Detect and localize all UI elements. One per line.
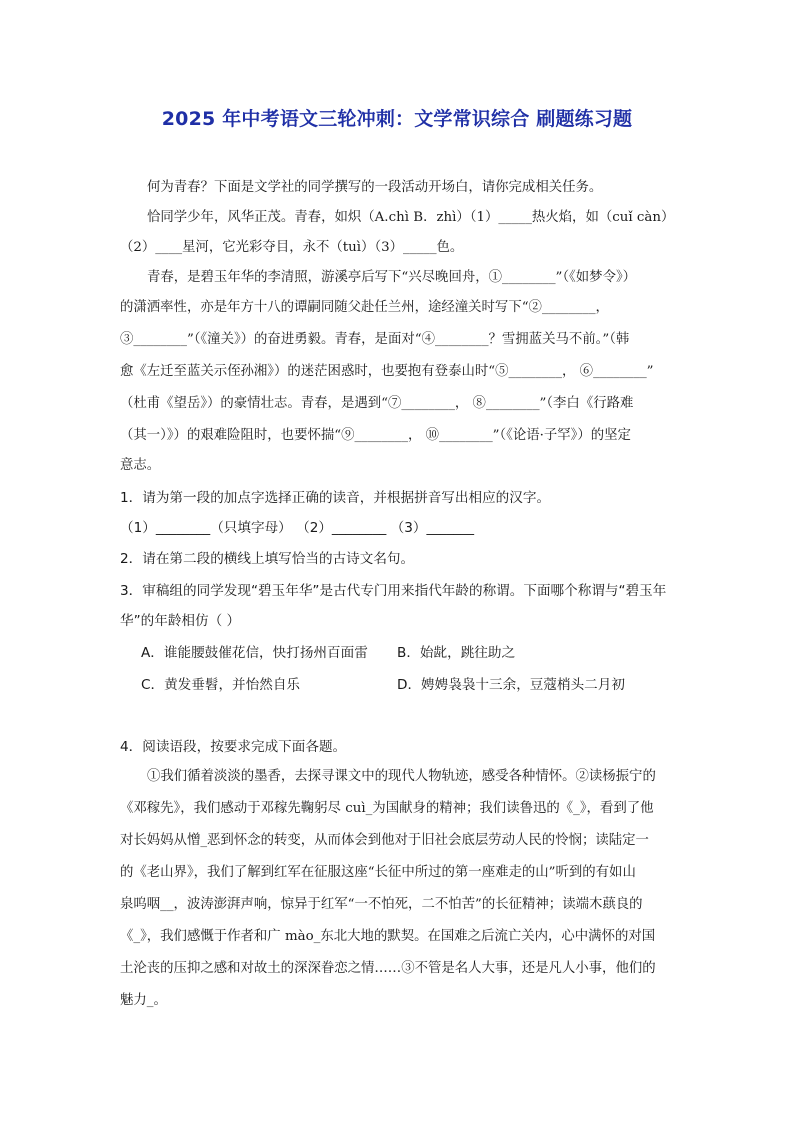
passage1-line-8: （杜甫《望岳》）的豪情壮志。青春，是遇到“⑦________， ⑧________”（李白《行路难: [120, 396, 634, 411]
passage1-line-9: （其一）》）的艰难险阻时，也要怀揣“⑨________， ⑩________”（《论语·子罕》）的坚定: [120, 428, 631, 443]
passage2-line-2: 《邓稼先》，我们感动于邓稼先鞠躬尽 cuì_为国献身的精神；我们读鲁迅的《_》，看到了他: [120, 801, 654, 816]
passage1-line-5: 的潇洒率性，亦是年方十八的谭嗣同随父赴任兰州，途经潼关时写下“②________，: [120, 300, 609, 315]
question-2: 2．请在第二段的横线上填写恰当的古诗文名句。: [120, 551, 415, 567]
question-4: 4．阅读语段，按要求完成下面各题。: [120, 739, 347, 755]
question-3: 3．审稿组的同学发现“碧玉年华”是古代专门用来指代年龄的称谓。下面哪个称谓与“碧玉年: [120, 583, 667, 599]
passage2-line-1: ①我们循着淡淡的墨香，去探寻课文中的现代人物轨迹，感受各种情怀。②读杨振宁的: [147, 769, 656, 784]
passage2-line-8: 魅力_。: [120, 993, 167, 1008]
option-b: B．始龀，跳往助之: [397, 645, 516, 661]
passage1-line-2: 恰同学少年，风华正茂。青春，如炽（A.chì B．zhì）（1）_____热火焰，如（cuǐ càn）: [147, 210, 675, 225]
passage1-line-7: 愈《左迁至蓝关示侄孙湘》）的迷茫困惑时，也要抱有登泰山时“⑤________， ⑥________”: [120, 364, 654, 379]
option-c: C．黄发垂髫，并怡然自乐: [141, 677, 301, 693]
page-title: 2025 年中考语文三轮冲刺：文学常识综合 刷题练习题: [161, 108, 633, 130]
passage1-line-10: 意志。: [120, 458, 161, 473]
passage2-line-6: 《_》，我们感慨于作者和广 mào_东北大地的默契。在国难之后流亡关内，心中满怀的对国: [120, 929, 656, 944]
passage1-line-6: ③________”（《潼关》）的奋进勇毅。青春，是面对“④________？雪拥蓝关马不前。”（韩: [120, 332, 630, 347]
passage1-line-3: （2）____星河，它光彩夺目，永不（tuì）（3）_____色。: [120, 240, 464, 255]
passage1-line-1: 何为青春？下面是文学社的同学撰写的一段活动开场白，请你完成相关任务。: [147, 180, 603, 195]
passage2-line-3: 对长妈妈从憎_恶到怀念的转变，从而体会到他对于旧社会底层劳动人民的怜悯；读陆定一: [120, 833, 649, 848]
passage2-line-7: 土沦丧的压抑之感和对故土的深深眷恋之情……③不管是名人大事，还是凡人小事，他们的: [120, 961, 656, 976]
passage1-line-4: 青春，是碧玉年华的李清照，游溪亭后写下“兴尽晚回舟，①________”（《如梦令》）: [147, 270, 637, 285]
passage2-line-4: 的《老山界》，我们了解到红军在征服这座“长征中所过的第一座难走的山”听到的有如山: [120, 865, 636, 880]
passage2-line-5: 泉呜咽__，波涛澎湃声响，惊异于红军“一不怕死，二不怕苦”的长征精神；读端木蕻良的: [120, 897, 643, 912]
option-a: A．谁能腰鼓催花信，快打扬州百面雷: [141, 645, 368, 661]
question-1-blanks: （1）________（只填字母） （2）________ （3）_______: [120, 520, 475, 536]
question-3-cont: 华”的年龄相仿（ ）: [120, 613, 241, 629]
question-1: 1．请为第一段的加点字选择正确的读音，并根据拼音写出相应的汉字。: [120, 490, 551, 506]
option-d: D．娉娉袅袅十三余，豆蔻梢头二月初: [397, 677, 625, 693]
